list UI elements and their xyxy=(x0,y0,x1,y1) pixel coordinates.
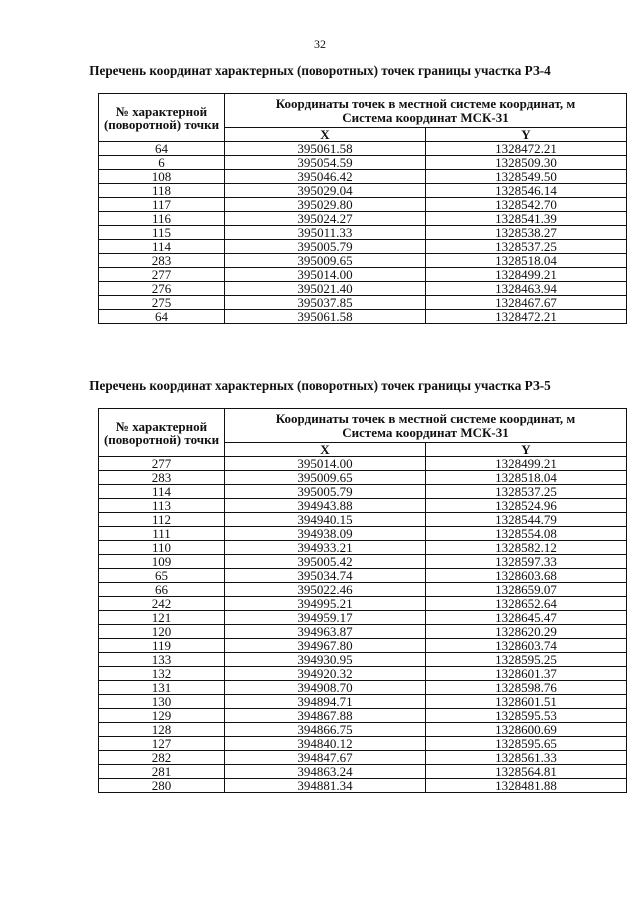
table-row xyxy=(99,282,627,296)
table-row xyxy=(99,198,627,212)
point-number-cell: 113 xyxy=(99,499,225,513)
y-coordinate-cell: 1328537.25 xyxy=(426,240,627,254)
point-number-cell: 121 xyxy=(99,611,225,625)
table-row xyxy=(99,765,627,779)
table-row xyxy=(99,310,627,324)
x-coordinate-cell: 394943.88 xyxy=(225,499,426,513)
x-coordinate-cell: 395037.85 xyxy=(225,296,426,310)
y-coordinate-cell: 1328541.39 xyxy=(426,212,627,226)
y-coordinate-cell: 1328600.69 xyxy=(426,723,627,737)
table-row xyxy=(99,240,627,254)
x-coordinate-cell: 395005.79 xyxy=(225,240,426,254)
point-number-cell: 66 xyxy=(99,583,225,597)
x-coordinate-cell: 394866.75 xyxy=(225,723,426,737)
y-coordinate-cell: 1328472.21 xyxy=(426,310,627,324)
table-row xyxy=(99,555,627,569)
point-number-cell: 277 xyxy=(99,268,225,282)
y-coordinate-cell: 1328645.47 xyxy=(426,611,627,625)
point-number-cell: 112 xyxy=(99,513,225,527)
x-coordinate-cell: 395029.04 xyxy=(225,184,426,198)
point-number-cell: 64 xyxy=(99,142,225,156)
y-coordinate-cell: 1328544.79 xyxy=(426,513,627,527)
table-row xyxy=(99,513,627,527)
point-number-cell: 127 xyxy=(99,737,225,751)
y-coordinate-cell: 1328524.96 xyxy=(426,499,627,513)
x-coordinate-cell: 394995.21 xyxy=(225,597,426,611)
point-number-cell: 114 xyxy=(99,240,225,254)
point-number-cell: 117 xyxy=(99,198,225,212)
x-coordinate-cell: 394863.24 xyxy=(225,765,426,779)
table-row xyxy=(99,611,627,625)
point-number-cell: 118 xyxy=(99,184,225,198)
coords-system: Система координат МСК-31 xyxy=(342,109,509,125)
x-coordinate-cell: 394894.71 xyxy=(225,695,426,709)
x-coordinate-cell: 394967.80 xyxy=(225,639,426,653)
table-row xyxy=(99,170,627,184)
y-coordinate-cell: 1328537.25 xyxy=(426,485,627,499)
y-coordinate-cell: 1328509.30 xyxy=(426,156,627,170)
x-coordinate-cell: 394938.09 xyxy=(225,527,426,541)
table-row xyxy=(99,541,627,555)
x-coordinate-cell: 394881.34 xyxy=(225,779,426,793)
point-number-cell: 277 xyxy=(99,457,225,471)
y-header: Y xyxy=(426,443,627,457)
y-coordinate-cell: 1328549.50 xyxy=(426,170,627,184)
point-number-cell: 133 xyxy=(99,653,225,667)
x-header: X xyxy=(225,128,426,142)
table-row xyxy=(99,296,627,310)
point-number-cell: 65 xyxy=(99,569,225,583)
page-number: 32 xyxy=(314,37,326,51)
x-coordinate-cell: 394959.17 xyxy=(225,611,426,625)
x-coordinate-cell: 395061.58 xyxy=(225,310,426,324)
y-coordinate-cell: 1328601.51 xyxy=(426,695,627,709)
y-coordinate-cell: 1328499.21 xyxy=(426,457,627,471)
coords-title: Координаты точек в местной системе координат, м xyxy=(275,410,576,426)
x-coordinate-cell: 395061.58 xyxy=(225,142,426,156)
point-number-cell: 129 xyxy=(99,709,225,723)
x-coordinate-cell: 395034.74 xyxy=(225,569,426,583)
point-number-cell: 111 xyxy=(99,527,225,541)
section-title-rz5: Перечень координат характерных (поворотных) точек границы участка РЗ-5 xyxy=(89,378,551,393)
coords-header xyxy=(225,94,627,128)
point-number-cell: 283 xyxy=(99,254,225,268)
x-coordinate-cell: 395011.33 xyxy=(225,226,426,240)
x-coordinate-cell: 394940.15 xyxy=(225,513,426,527)
y-coordinate-cell: 1328499.21 xyxy=(426,268,627,282)
x-coordinate-cell: 394840.12 xyxy=(225,737,426,751)
y-coordinate-cell: 1328582.12 xyxy=(426,541,627,555)
table-row xyxy=(99,597,627,611)
table-row xyxy=(99,737,627,751)
table-row xyxy=(99,723,627,737)
table-row xyxy=(99,653,627,667)
coords-system: Система координат МСК-31 xyxy=(342,424,509,440)
y-header: Y xyxy=(426,128,627,142)
y-coordinate-cell: 1328595.25 xyxy=(426,653,627,667)
point-number-cell: 280 xyxy=(99,779,225,793)
x-coordinate-cell: 394847.67 xyxy=(225,751,426,765)
point-number-cell: 108 xyxy=(99,170,225,184)
y-coordinate-cell: 1328518.04 xyxy=(426,471,627,485)
y-coordinate-cell: 1328659.07 xyxy=(426,583,627,597)
y-coordinate-cell: 1328601.37 xyxy=(426,667,627,681)
x-coordinate-cell: 395009.65 xyxy=(225,471,426,485)
table-row xyxy=(99,569,627,583)
x-coordinate-cell: 394920.32 xyxy=(225,667,426,681)
point-number-header: № характерной (поворотной) точки xyxy=(99,94,225,142)
table-row xyxy=(99,639,627,653)
x-coordinate-cell: 394963.87 xyxy=(225,625,426,639)
y-coordinate-cell: 1328652.64 xyxy=(426,597,627,611)
y-coordinate-cell: 1328518.04 xyxy=(426,254,627,268)
x-coordinate-cell: 395046.42 xyxy=(225,170,426,184)
point-number-cell: 283 xyxy=(99,471,225,485)
x-header: X xyxy=(225,443,426,457)
point-number-cell: 119 xyxy=(99,639,225,653)
x-coordinate-cell: 395054.59 xyxy=(225,156,426,170)
section-title-rz4: Перечень координат характерных (поворотных) точек границы участка РЗ-4 xyxy=(89,63,551,78)
table-row xyxy=(99,184,627,198)
coords-title: Координаты точек в местной системе координат, м xyxy=(275,95,576,111)
point-number-cell: 116 xyxy=(99,212,225,226)
x-coordinate-cell: 394867.88 xyxy=(225,709,426,723)
x-coordinate-cell: 395009.65 xyxy=(225,254,426,268)
point-number-cell: 114 xyxy=(99,485,225,499)
table-row xyxy=(99,667,627,681)
x-coordinate-cell: 395021.40 xyxy=(225,282,426,296)
table-row xyxy=(99,681,627,695)
x-coordinate-cell: 395024.27 xyxy=(225,212,426,226)
coords-header xyxy=(225,409,627,443)
y-coordinate-cell: 1328561.33 xyxy=(426,751,627,765)
table-row xyxy=(99,499,627,513)
y-coordinate-cell: 1328467.67 xyxy=(426,296,627,310)
table-row xyxy=(99,583,627,597)
y-coordinate-cell: 1328603.68 xyxy=(426,569,627,583)
table-row xyxy=(99,527,627,541)
x-coordinate-cell: 395014.00 xyxy=(225,457,426,471)
point-number-header: № характерной (поворотной) точки xyxy=(99,409,225,457)
y-coordinate-cell: 1328538.27 xyxy=(426,226,627,240)
point-number-cell: 64 xyxy=(99,310,225,324)
table-row xyxy=(99,156,627,170)
y-coordinate-cell: 1328481.88 xyxy=(426,779,627,793)
table-row xyxy=(99,457,627,471)
y-coordinate-cell: 1328546.14 xyxy=(426,184,627,198)
point-number-cell: 281 xyxy=(99,765,225,779)
y-coordinate-cell: 1328598.76 xyxy=(426,681,627,695)
point-number-cell: 131 xyxy=(99,681,225,695)
table-row xyxy=(99,695,627,709)
x-coordinate-cell: 395022.46 xyxy=(225,583,426,597)
x-coordinate-cell: 394933.21 xyxy=(225,541,426,555)
y-coordinate-cell: 1328564.81 xyxy=(426,765,627,779)
point-number-cell: 275 xyxy=(99,296,225,310)
point-number-cell: 132 xyxy=(99,667,225,681)
table-row xyxy=(99,212,627,226)
y-coordinate-cell: 1328597.33 xyxy=(426,555,627,569)
x-coordinate-cell: 395005.79 xyxy=(225,485,426,499)
y-coordinate-cell: 1328472.21 xyxy=(426,142,627,156)
y-coordinate-cell: 1328620.29 xyxy=(426,625,627,639)
x-coordinate-cell: 395029.80 xyxy=(225,198,426,212)
coordinates-table-rz5 xyxy=(98,408,627,793)
y-coordinate-cell: 1328595.53 xyxy=(426,709,627,723)
table-row xyxy=(99,625,627,639)
x-coordinate-cell: 395005.42 xyxy=(225,555,426,569)
x-coordinate-cell: 395014.00 xyxy=(225,268,426,282)
y-coordinate-cell: 1328542.70 xyxy=(426,198,627,212)
point-number-cell: 128 xyxy=(99,723,225,737)
point-number-cell: 282 xyxy=(99,751,225,765)
point-number-cell: 110 xyxy=(99,541,225,555)
table-row xyxy=(99,268,627,282)
point-number-cell: 130 xyxy=(99,695,225,709)
point-number-cell: 6 xyxy=(99,156,225,170)
y-coordinate-cell: 1328554.08 xyxy=(426,527,627,541)
table-row xyxy=(99,471,627,485)
y-coordinate-cell: 1328603.74 xyxy=(426,639,627,653)
y-coordinate-cell: 1328595.65 xyxy=(426,737,627,751)
table-row xyxy=(99,709,627,723)
point-number-cell: 115 xyxy=(99,226,225,240)
y-coordinate-cell: 1328463.94 xyxy=(426,282,627,296)
table-row xyxy=(99,142,627,156)
point-number-cell: 242 xyxy=(99,597,225,611)
x-coordinate-cell: 394930.95 xyxy=(225,653,426,667)
point-number-cell: 120 xyxy=(99,625,225,639)
table-row xyxy=(99,485,627,499)
table-row xyxy=(99,751,627,765)
point-number-cell: 109 xyxy=(99,555,225,569)
table-row xyxy=(99,226,627,240)
point-number-cell: 276 xyxy=(99,282,225,296)
x-coordinate-cell: 394908.70 xyxy=(225,681,426,695)
table-row xyxy=(99,779,627,793)
coordinates-table-rz4 xyxy=(98,93,627,324)
table-row xyxy=(99,254,627,268)
